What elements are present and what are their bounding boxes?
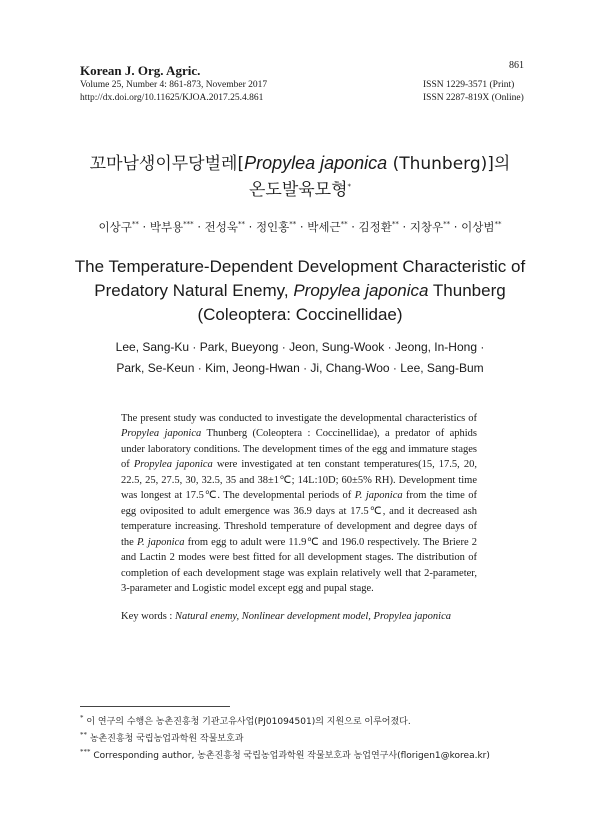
issn-online: ISSN 2287-819X (Online)	[423, 93, 524, 103]
keywords-text: Natural enemy, Nonlinear development model, Propylea japonica	[174, 611, 452, 622]
korean-title-part1: 꼬마남생이무당벌레[	[89, 154, 245, 174]
korean-author: 전성욱**	[204, 220, 245, 234]
korean-author: 박부용***	[149, 220, 194, 234]
korean-title-line2-text: 온도발육모형	[248, 180, 348, 200]
footnote: * 이 연구의 수행은 농촌진흥청 기관고유사업(PJ01094501)의 지원으로 이루어졌다.	[80, 713, 411, 727]
korean-author: 김정환**	[358, 220, 399, 234]
korean-title-line2	[0, 175, 600, 200]
page-number: 861	[509, 60, 524, 71]
journal-name: Korean J. Org. Agric.	[80, 63, 201, 78]
footnote: ** 농촌진흥청 국립농업과학원 작물보호과	[80, 730, 244, 744]
korean-title	[0, 149, 600, 174]
korean-author: 이상구**	[98, 220, 139, 234]
doi-link[interactable]: http://dx.doi.org/10.11625/KJOA.2017.25.4.861	[80, 93, 264, 103]
korean-author: 지창우**	[409, 220, 451, 234]
volume-info: Volume 25, Number 4: 861-873, November 2017	[80, 80, 268, 90]
english-authors-line1: Lee, Sang-Ku · Park, Bueyong · Jeon, Sung-Wook · Jeong, In-Hong ·	[115, 340, 485, 354]
keywords	[121, 611, 451, 622]
english-title-species: Propylea japonica	[293, 281, 429, 300]
footnote-rule	[80, 706, 230, 707]
english-title-line1: The Temperature-Dependent Development Characteristic of	[74, 257, 526, 276]
korean-author: 박세근**	[307, 220, 348, 234]
korean-title-part2: (Thunberg)]의	[387, 154, 511, 174]
korean-author: 이상범**	[461, 220, 502, 234]
english-title-line3: (Coleoptera: Coccinellidae)	[197, 305, 403, 324]
abstract: The present study was conducted to investigate the developmental characteristics of Propylea japonica Thunberg (Coleoptera : Coccinellidae), a predator of aphids under laboratory conditions. The development times of the egg and immature stages of Propylea japonica were investigated at ten constant temperatures(15, 17.5, 20, 22.5, 25, 27.5, 30, 32.5, 35 and 38±1℃; 14L:10D; 60±5% RH). Development time was longest at 17.5℃. The developmental periods of P. japonica from the time of egg oviposited to adult emergence was 36.9 days at 17.5℃, and it decreased ash temperature increasing. Threshold temperature of development and degree days of the P. japonica from egg to adult were 11.9℃ and 196.0 respectively. The Briere 2 and Lactin 2 modes were best fitted for all development stages. The distribution of completion of each development stage was explain relatively well that 2-parameter, 3-parameter and Logistic model except egg and pupal stage.	[121, 413, 477, 594]
keywords-label: Key words :	[121, 611, 175, 622]
korean-author: 정인홍**	[255, 220, 297, 234]
footnote: *** Corresponding author, 농촌진흥청 국립농업과학원 작물보호과 농업연구사(florigen1@korea.kr)	[80, 747, 490, 761]
korean-authors: 이상구** · 박부용*** · 전성욱** · 정인홍** · 박세근** · 김정환** · 지창우** · 이상범**	[98, 220, 502, 234]
issn-print: ISSN 1229-3571 (Print)	[423, 80, 515, 90]
english-authors-line2: Park, Se-Keun · Kim, Jeong-Hwan · Ji, Chang-Woo · Lee, Sang-Bum	[116, 361, 484, 375]
korean-title-mark: *	[347, 182, 352, 191]
korean-title-species: Propylea japonica	[244, 153, 388, 173]
english-title-line2: Predatory Natural Enemy, Propylea japonica Thunberg	[94, 281, 506, 300]
